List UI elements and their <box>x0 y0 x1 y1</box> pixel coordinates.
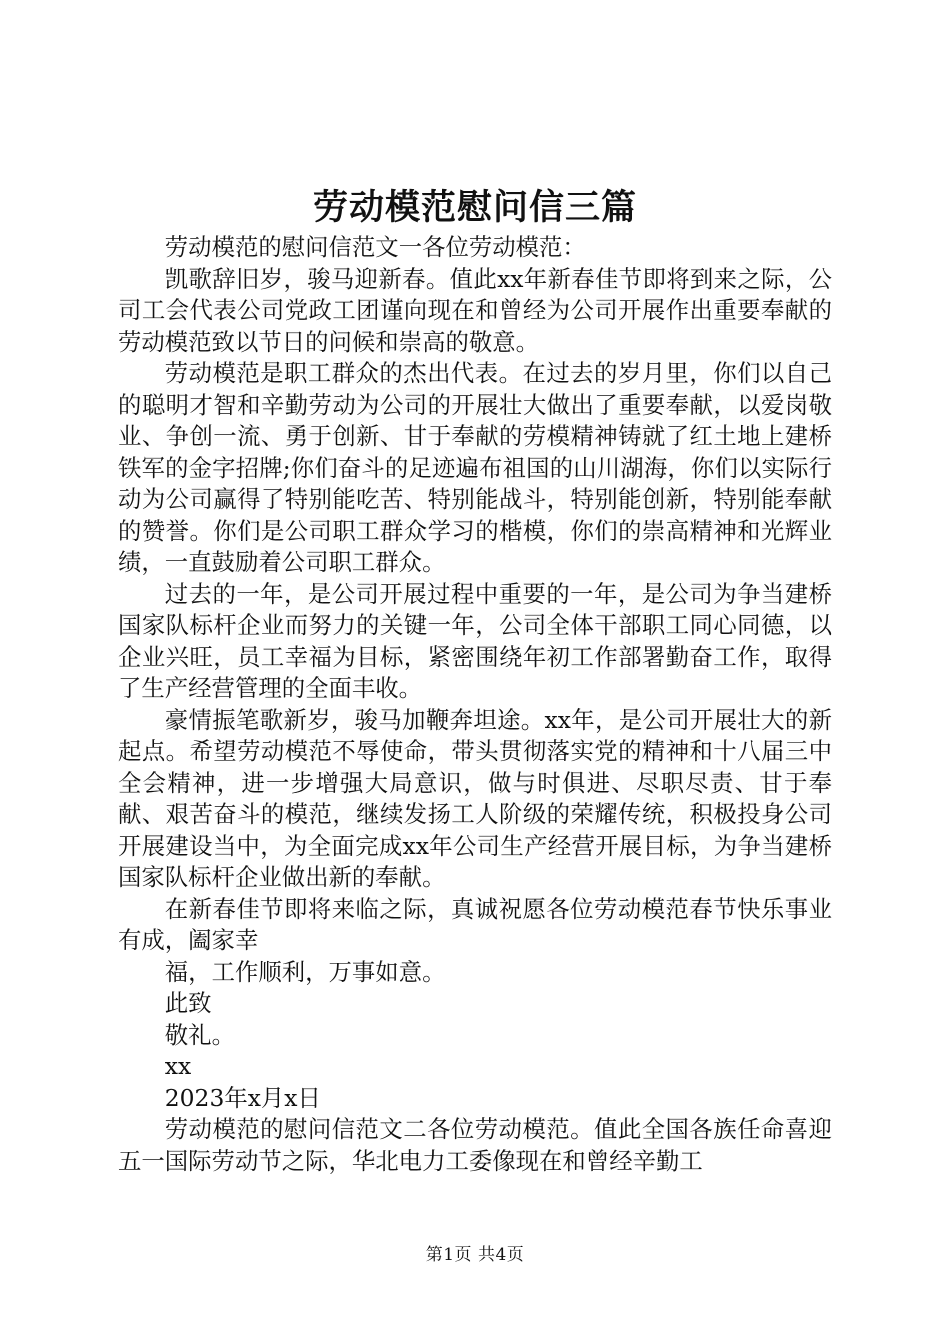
document-body <box>118 232 832 1177</box>
paragraph-5: 在新春佳节即将来临之际，真诚祝愿各位劳动模范春节快乐事业有成，阖家幸 <box>118 894 832 954</box>
paragraph-greeting: 劳动模范的慰问信范文一各位劳动模范： <box>164 233 586 261</box>
paragraph-2: 劳动模范是职工群众的杰出代表。在过去的岁月里，你们以自己的聪明才智和辛勤劳动为公司的开展壮大做出了重要奉献，以爱岗敬业、争创一流、勇于创新、甘于奉献的劳模精神铸就了红土地上建桥铁军的金字招牌;你们奋斗的足迹遍布祖国的山川湖海，你们以实际行动为公司赢得了特别能吃苦、特别能战斗，特别能创新，特别能奉献的赞誉。你们是公司职工群众学习的楷模，你们的崇高精神和光辉业绩，一直鼓励着公司职工群众。 <box>118 359 832 576</box>
page-footer: 第1页 共4页 <box>425 1245 525 1265</box>
paragraph-4: 豪情振笔歌新岁，骏马加鞭奔坦途。xx年，是公司开展壮大的新起点。希望劳动模范不辱使命，带头贯彻落实党的精神和十八届三中全会精神，进一步增强大局意识，做与时俱进、尽职尽责、甘于奉献、艰苦奋斗的模范，继续发扬工人阶级的荣耀传统，积极投身公司开展建设当中，为全面完成xx年公司生产经营开展目标，为争当建桥国家队标杆企业做出新的奉献。 <box>118 705 832 891</box>
closing-salutation: 此致 <box>164 989 212 1017</box>
date: 2023年x月x日 <box>164 1083 321 1112</box>
document-title: 劳动模范慰问信三篇 <box>312 187 637 228</box>
signature: xx <box>164 1052 192 1080</box>
paragraph-letter-two: 劳动模范的慰问信范文二各位劳动模范。值此全国各族任命喜迎五一国际劳动节之际，华北电力工委像现在和曾经辛勤工 <box>118 1115 832 1175</box>
paragraph-3: 过去的一年，是公司开展过程中重要的一年，是公司为争当建桥国家队标杆企业而努力的关键一年，公司全体干部职工同心同德，以企业兴旺，员工幸福为目标，紧密围绕年初工作部署勤奋工作，取得了生产经营管理的全面丰收。 <box>118 579 832 702</box>
closing-wish: 福，工作顺利，万事如意。 <box>164 957 446 986</box>
closing-respect: 敬礼。 <box>164 1020 235 1049</box>
paragraph-1: 凯歌辞旧岁，骏马迎新春。值此xx年新春佳节即将到来之际，公司工会代表公司党政工团谨向现在和曾经为公司开展作出重要奉献的劳动模范致以节日的问候和崇高的敬意。 <box>118 264 832 356</box>
